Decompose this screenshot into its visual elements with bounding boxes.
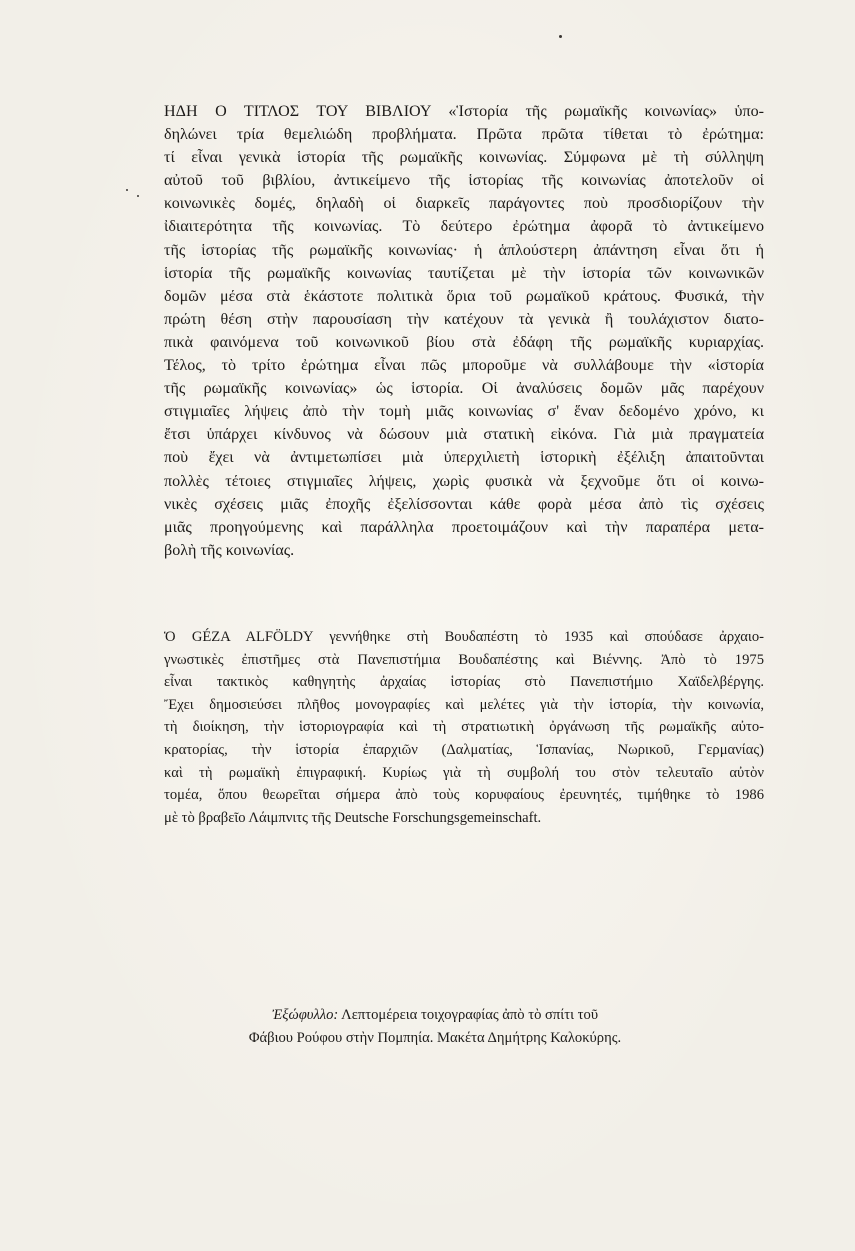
biography-line: Ἔχει δημοσιεύσει πλῆθος μονογραφίες καὶ μελέτες γιὰ τὴν ἱστορία, τὴν κοινωνία, [164, 696, 764, 713]
description-line: στιγμιαῖες λήψεις ἀπὸ τὴν τομὴ μιᾶς κοινωνίας σ' ἕναν δεδομένο χρόνο, κι [164, 403, 764, 421]
book-description [164, 100, 764, 562]
description-line: ἱστορία τῆς ρωμαϊκῆς κοινωνίας ταυτίζεται μὲ τὴν ἱστορία τῶν κοινωνικῶν [164, 264, 764, 282]
paper-speck [126, 189, 128, 191]
description-line: πικὰ φαινόμενα τοῦ κοινωνικοῦ βίου στὰ ἐδάφη τῆς ρωμαϊκῆς κυριαρχίας. [164, 333, 764, 351]
biography-line: τομέα, ὅπου θεωρεῖται σήμερα ἀπὸ τοὺς κορυφαίους ἐρευνητές, τιμήθηκε τὸ 1986 [164, 787, 764, 804]
description-line: τῆς ρωμαϊκῆς κοινωνίας» ὡς ἱστορία. Οἱ ἀναλύσεις δομῶν μᾶς παρέχουν [164, 380, 764, 398]
biography-line: γνωστικὲς ἐπιστῆμες στὰ Πανεπιστήμια Βουδαπέστης καὶ Βιέννης. Ἀπὸ τὸ 1975 [164, 651, 764, 668]
cover-credit-line [180, 1004, 690, 1027]
description-line: νικὲς σχέσεις μιᾶς ἐποχῆς ἐξελίσσονται κάθε φορὰ μέσα ἀπὸ τὶς σχέσεις [164, 495, 764, 513]
description-line: τί εἶναι γενικὰ ἱστορία τῆς ρωμαϊκῆς κοινωνίας. Σύμφωνα μὲ τὴ σύλληψη [164, 149, 764, 167]
cover-credit [180, 1004, 690, 1049]
description-line: πολλὲς τέτοιες στιγμιαῖες λήψεις, χωρὶς φυσικὰ νὰ ξεχνοῦμε ὅτι οἱ κοινω- [164, 472, 764, 490]
author-biography [164, 626, 764, 829]
description-line: κοινωνικὲς δομές, δηλαδὴ οἱ διαρκεῖς παράγοντες ποὺ προσδιορίζουν τὴν [164, 195, 764, 213]
description-line: ΗΔΗ Ο ΤΙΤΛΟΣ ΤΟΥ ΒΙΒΛΙΟΥ «Ἱστορία τῆς ρωμαϊκῆς κοινωνίας» ὑπο- [164, 103, 764, 120]
biography-line: τὴ διοίκηση, τὴν ἱστοριογραφία καὶ τὴ στρατιωτικὴ ὀργάνωση τῆς ρωμαϊκῆς αὐτο- [164, 719, 764, 736]
description-line: αὐτοῦ τοῦ βιβλίου, ἀντικείμενο τῆς ἱστορίας τῆς κοινωνίας ἀποτελοῦν οἱ [164, 172, 764, 190]
description-line: ἰδιαιτερότητα τῆς κοινωνίας. Τὸ δεύτερο ἐρώτημα ἀφορᾶ τὸ ἀντικείμενο [164, 218, 764, 236]
cover-credit-text: Λεπτομέρεια τοιχογραφίας ἀπὸ τὸ σπίτι τοῦ [338, 1007, 599, 1023]
description-line: ποὺ ἔχει νὰ ἀντιμετωπίσει μιὰ ὑπερχιλιετὴ ἱστορικὴ ἐξέλιξη ἀπαιτοῦνται [164, 449, 764, 467]
description-line: δηλώνει τρία θεμελιώδη προβλήματα. Πρῶτα πρῶτα τίθεται τὸ ἐρώτημα: [164, 126, 764, 144]
biography-line: μὲ τὸ βραβεῖο Λάιμπνιτς τῆς Deutsche Forschungsgemeinschaft. [164, 809, 542, 826]
biography-line: καὶ τὴ ρωμαϊκὴ ἐπιγραφική. Κυρίως γιὰ τὴ συμβολή του στὸν τελευταῖο αὐτὸν [164, 764, 764, 781]
cover-credit-line: Φάβιου Ρούφου στὴν Πομπηία. Μακέτα Δημήτρης Καλοκύρης. [248, 1029, 622, 1046]
biography-line: κρατορίας, τὴν ἱστορία ἐπαρχιῶν (Δαλματίας, Ἱσπανίας, Νωρικοῦ, Γερμανίας) [164, 741, 764, 758]
description-line: Τέλος, τὸ τρίτο ἐρώτημα εἶναι πῶς μποροῦμε νὰ συλλάβουμε τὴν «ἱστορία [164, 357, 764, 375]
paper-speck [137, 195, 139, 197]
description-line: δομῶν μέσα στὰ ἑκάστοτε πολιτικὰ ὅρια τοῦ ρωμαϊκοῦ κράτους. Φυσικά, τὴν [164, 287, 764, 305]
description-line: ἔτσι ὑπάρχει κίνδυνος νὰ δώσουν μιὰ στατικὴ εἰκόνα. Γιὰ μιὰ πραγματεία [164, 426, 764, 444]
paper-speck [559, 35, 562, 38]
biography-line: Ὁ GÉZA ALFÖLDY γεννήθηκε στὴ Βουδαπέστη τὸ 1935 καὶ σπούδασε ἀρχαιο- [164, 629, 764, 645]
biography-line: εἶναι τακτικὸς καθηγητὴς ἀρχαίας ἱστορίας στὸ Πανεπιστήμιο Χαϊδελβέργης. [164, 674, 764, 691]
description-line: τῆς ἱστορίας τῆς ρωμαϊκῆς κοινωνίας· ἡ ἁπλούστερη ἀπάντηση εἶναι ὅτι ἡ [164, 241, 764, 259]
description-line: μιᾶς προηγούμενης καὶ παράλληλα προετοιμάζουν καὶ τὴν παραπέρα μετα- [164, 518, 764, 536]
description-line: πρώτη θέση στὴν παρουσίαση τὴν κατέχουν τὰ γενικὰ ἢ τουλάχιστον διατο- [164, 310, 764, 328]
description-line: βολὴ τῆς κοινωνίας. [164, 541, 295, 559]
cover-credit-label: Ἐξώφυλλο: [271, 1007, 339, 1023]
